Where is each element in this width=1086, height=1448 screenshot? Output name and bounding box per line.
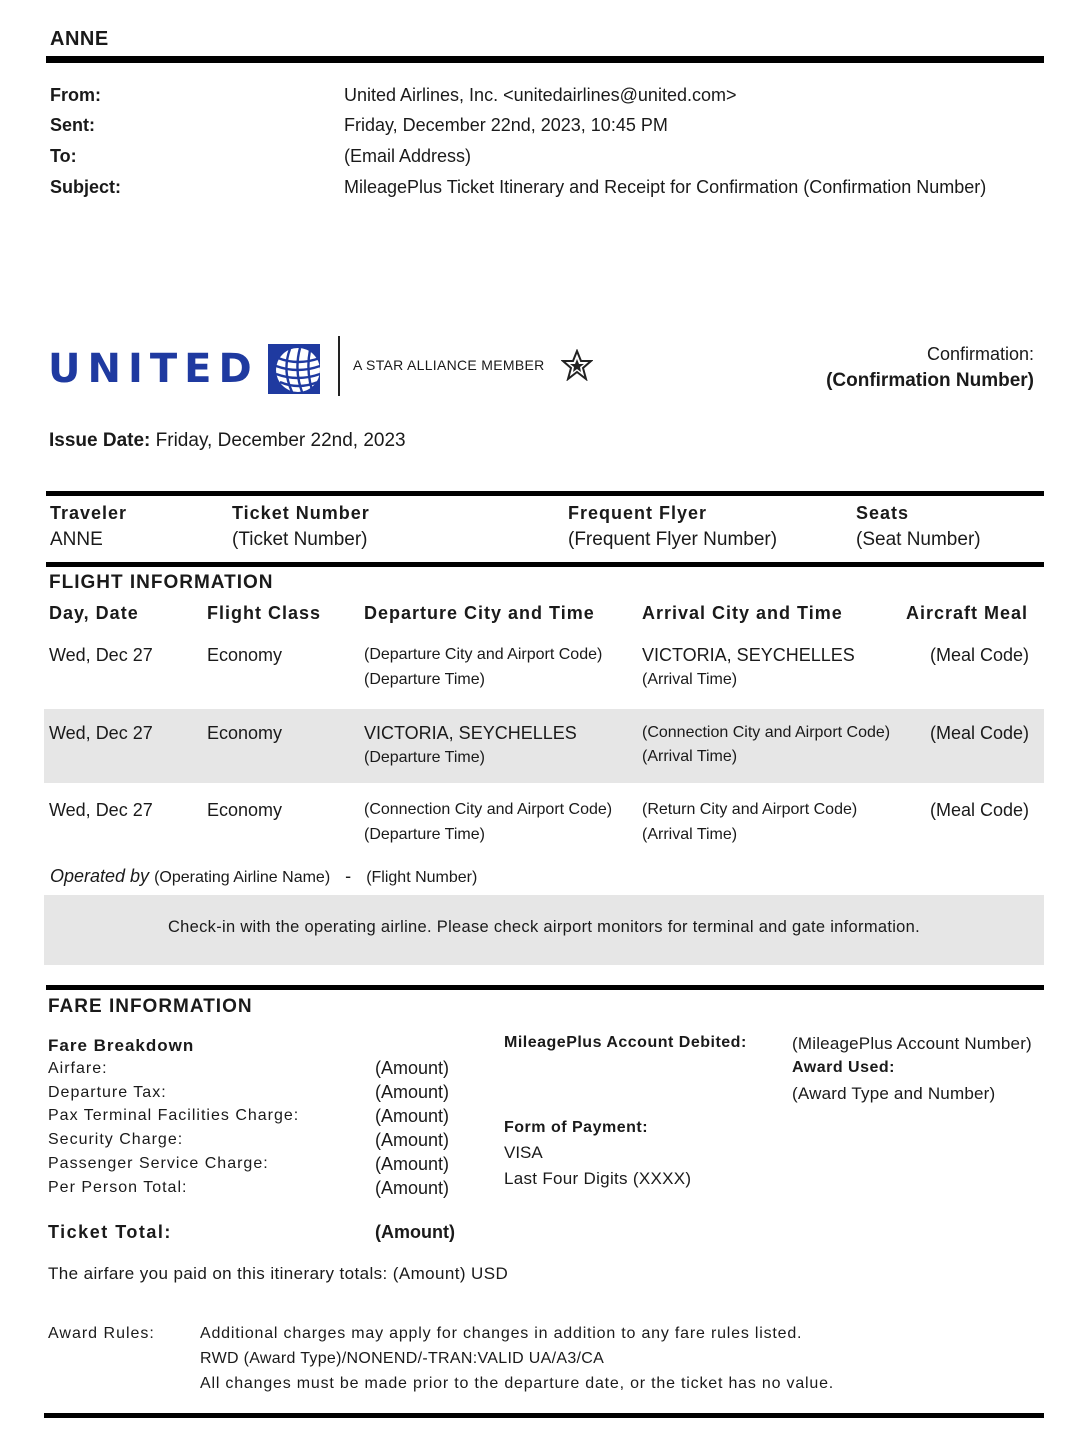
airfare-total-sentence: The airfare you paid on this itinerary totals: (Amount) USD bbox=[48, 1264, 509, 1283]
ticket-total-label: Ticket Total: bbox=[48, 1222, 172, 1242]
sent-value: Friday, December 22nd, 2023, 10:45 PM bbox=[344, 115, 668, 135]
traveler-value: ANNE bbox=[50, 529, 103, 550]
table-row bbox=[44, 709, 1044, 783]
fare-breakdown-title: Fare Breakdown bbox=[48, 1036, 195, 1055]
united-globe-icon bbox=[268, 344, 320, 394]
issue-date-value: Friday, December 22nd, 2023 bbox=[155, 430, 406, 451]
arrival-time: (Arrival Time) bbox=[642, 826, 738, 843]
payment-digits: Last Four Digits (XXXX) bbox=[504, 1169, 692, 1188]
award-used-value: (Award Type and Number) bbox=[792, 1084, 996, 1103]
arrival-city: VICTORIA, SEYCHELLES bbox=[642, 645, 855, 665]
fare-item-label: Passenger Service Charge: bbox=[48, 1155, 269, 1172]
fare-item-amount: (Amount) bbox=[375, 1130, 450, 1150]
arrival-time: (Arrival Time) bbox=[642, 671, 738, 688]
mileage-account-label: MileagePlus Account Debited: bbox=[504, 1034, 747, 1051]
fare-item-amount: (Amount) bbox=[375, 1106, 450, 1126]
arrival-time: (Arrival Time) bbox=[642, 748, 738, 765]
flight-number: (Flight Number) bbox=[366, 869, 478, 886]
award-rules-line: RWD (Award Type)/NONEND/-TRAN:VALID UA/A3/CA bbox=[200, 1350, 605, 1367]
departure-column-header: Departure City and Time bbox=[364, 603, 595, 623]
traveler-top-rule bbox=[46, 491, 1044, 496]
fare-info-title: FARE INFORMATION bbox=[48, 996, 253, 1017]
subject-value: MileagePlus Ticket Itinerary and Receipt for Confirmation (Confirmation Number) bbox=[344, 177, 987, 197]
traveler-bottom-rule bbox=[46, 562, 1044, 567]
arrival-city: (Connection City and Airport Code) bbox=[642, 724, 891, 741]
fare-item-amount: (Amount) bbox=[375, 1082, 450, 1102]
frequent-flyer-value: (Frequent Flyer Number) bbox=[568, 529, 778, 550]
subject-label: Subject: bbox=[50, 177, 122, 197]
flight-class: Economy bbox=[207, 645, 283, 665]
flight-info-title: FLIGHT INFORMATION bbox=[49, 572, 274, 593]
award-rules-line: Additional charges may apply for changes in addition to any fare rules listed. bbox=[200, 1325, 803, 1342]
fare-top-rule bbox=[46, 985, 1044, 990]
meal-code: (Meal Code) bbox=[930, 800, 1030, 820]
departure-time: (Departure Time) bbox=[364, 826, 485, 843]
payment-card: VISA bbox=[504, 1143, 543, 1162]
operated-by-label: Operated by bbox=[50, 866, 150, 886]
fare-item-label: Per Person Total: bbox=[48, 1179, 188, 1196]
fare-item-amount: (Amount) bbox=[375, 1154, 450, 1174]
ticket-number-header: Ticket Number bbox=[232, 503, 370, 523]
ticket-total-value: (Amount) bbox=[375, 1222, 455, 1242]
issue-date-label: Issue Date: bbox=[49, 430, 151, 451]
fare-item-label: Security Charge: bbox=[48, 1131, 184, 1148]
departure-time: (Departure Time) bbox=[364, 749, 485, 766]
mileage-account-value: (MileagePlus Account Number) bbox=[792, 1034, 1032, 1053]
flight-date: Wed, Dec 27 bbox=[49, 800, 153, 820]
meal-code: (Meal Code) bbox=[930, 645, 1030, 665]
united-logo-text: UNITED bbox=[48, 346, 259, 392]
operating-airline: (Operating Airline Name) bbox=[154, 869, 331, 886]
sent-label: Sent: bbox=[50, 115, 95, 135]
confirmation-label: Confirmation: bbox=[926, 344, 1034, 364]
traveler-header: Traveler bbox=[50, 503, 128, 523]
departure-city: (Connection City and Airport Code) bbox=[364, 801, 613, 818]
header-rule bbox=[46, 56, 1044, 63]
checkin-notice: Check-in with the operating airline. Please check airport monitors for terminal and gate information. bbox=[167, 918, 921, 936]
flight-date: Wed, Dec 27 bbox=[49, 723, 153, 743]
fare-item-label: Airfare: bbox=[48, 1060, 108, 1077]
departure-time: (Departure Time) bbox=[364, 671, 485, 688]
award-rules-line: All changes must be made prior to the departure date, or the ticket has no value. bbox=[200, 1375, 835, 1392]
flight-class: Economy bbox=[207, 800, 283, 820]
email-owner-name: ANNE bbox=[50, 28, 109, 50]
class-column-header: Flight Class bbox=[207, 603, 322, 623]
star-alliance-icon bbox=[561, 349, 593, 381]
fare-item-label: Departure Tax: bbox=[48, 1084, 167, 1101]
meal-code: (Meal Code) bbox=[930, 723, 1030, 743]
from-value: United Airlines, Inc. <unitedairlines@united.com> bbox=[344, 85, 737, 105]
fare-item-amount: (Amount) bbox=[375, 1178, 450, 1198]
arrival-city: (Return City and Airport Code) bbox=[642, 801, 858, 818]
operated-separator: - bbox=[345, 866, 352, 886]
to-value: (Email Address) bbox=[344, 146, 472, 166]
meal-column-header: Aircraft Meal bbox=[906, 603, 1029, 623]
frequent-flyer-header: Frequent Flyer bbox=[568, 503, 708, 523]
departure-city: VICTORIA, SEYCHELLES bbox=[364, 723, 577, 743]
seats-value: (Seat Number) bbox=[856, 529, 981, 550]
to-label: To: bbox=[50, 146, 77, 166]
ticket-number-value: (Ticket Number) bbox=[232, 529, 368, 550]
logo-divider bbox=[338, 336, 340, 396]
seats-header: Seats bbox=[856, 503, 910, 523]
flight-class: Economy bbox=[207, 723, 283, 743]
departure-city: (Departure City and Airport Code) bbox=[364, 646, 603, 663]
from-label: From: bbox=[50, 85, 101, 105]
award-used-label: Award Used: bbox=[792, 1059, 896, 1076]
date-column-header: Day, Date bbox=[49, 603, 139, 623]
footer-rule bbox=[44, 1413, 1044, 1418]
issue-date bbox=[49, 430, 406, 452]
fare-item-amount: (Amount) bbox=[375, 1058, 450, 1078]
flight-date: Wed, Dec 27 bbox=[49, 645, 153, 665]
star-alliance-text: A STAR ALLIANCE MEMBER bbox=[353, 357, 545, 373]
operated-by-line bbox=[50, 866, 477, 887]
award-rules-label: Award Rules: bbox=[48, 1325, 155, 1342]
payment-label: Form of Payment: bbox=[504, 1119, 649, 1136]
confirmation-number: (Confirmation Number) bbox=[826, 370, 1034, 391]
arrival-column-header: Arrival City and Time bbox=[642, 603, 843, 623]
fare-item-label: Pax Terminal Facilities Charge: bbox=[48, 1107, 300, 1124]
